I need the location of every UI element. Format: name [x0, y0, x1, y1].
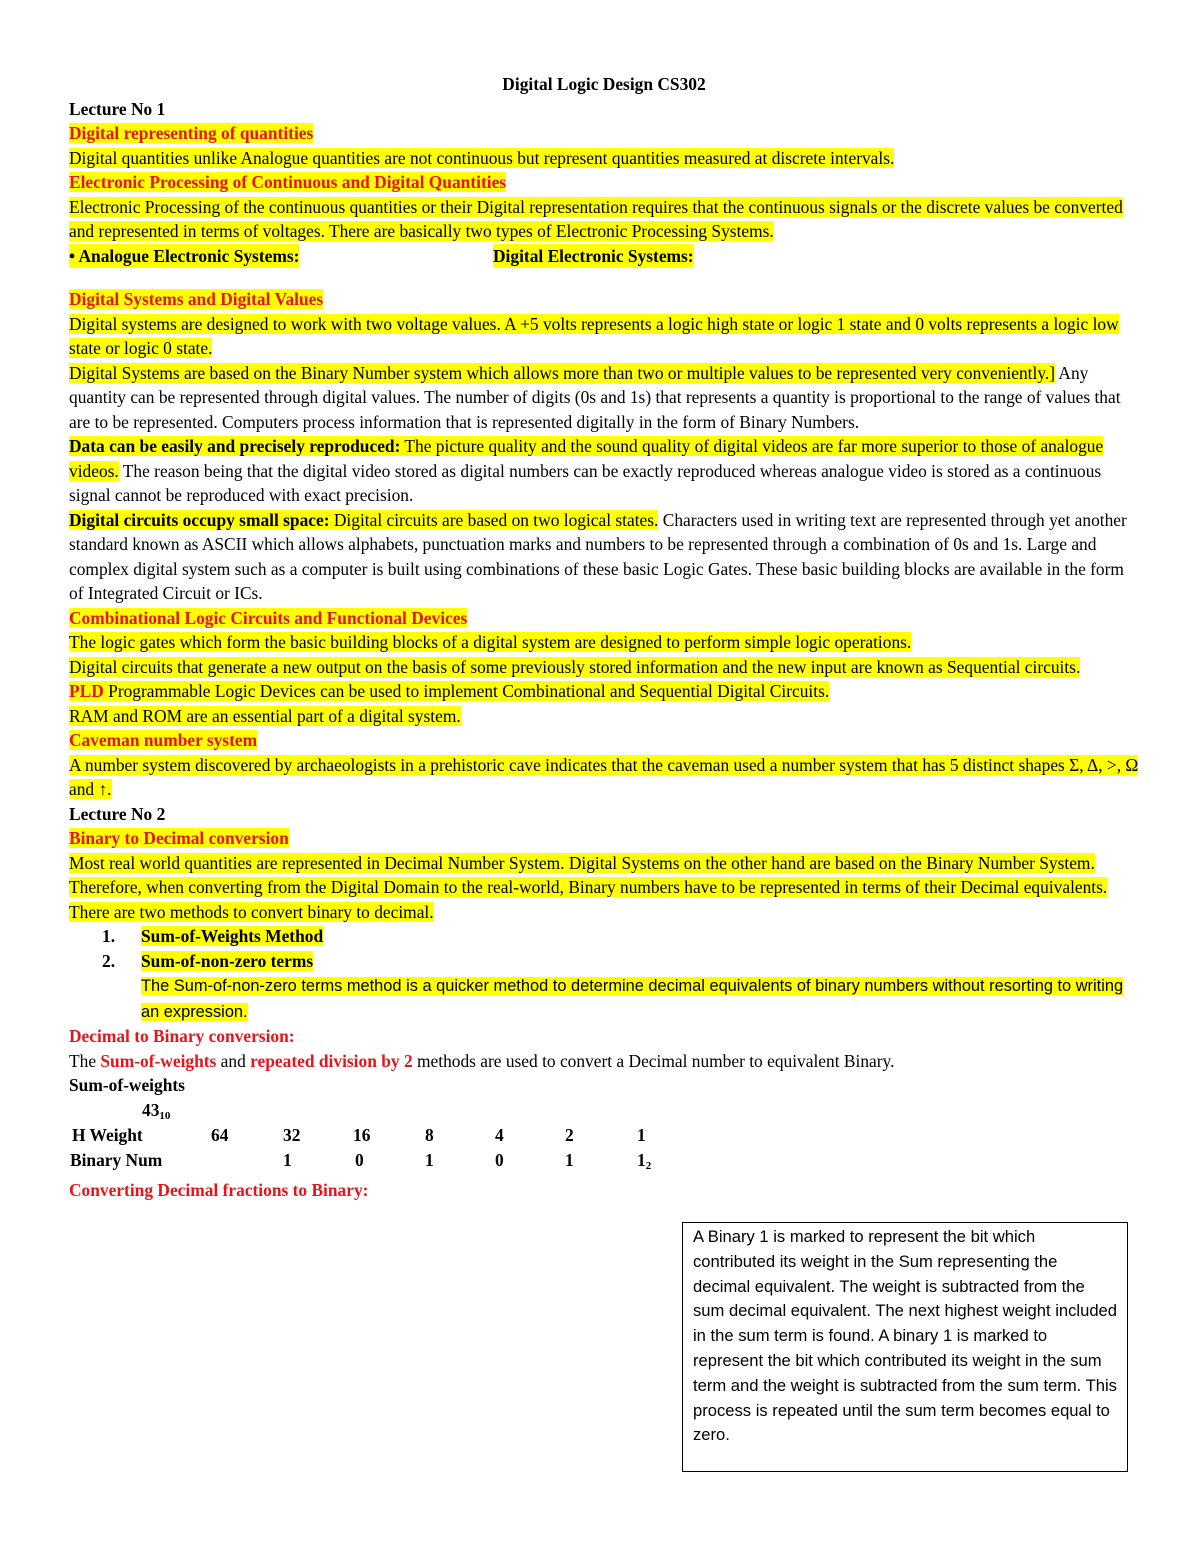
- label-small-space: Digital circuits occupy small space:: [69, 509, 330, 530]
- list-item: [69, 949, 1139, 974]
- paragraph-binary-system-highlight: Digital Systems are based on the Binary Number system which allows more than two or multiple values to be represented very conveniently.]: [69, 362, 1056, 383]
- weights-table: [69, 1098, 669, 1178]
- section-heading-decimal-to-binary: Decimal to Binary conversion:: [69, 1026, 295, 1046]
- term-sum-of-weights: Sum-of-weights: [100, 1050, 217, 1071]
- note-box: [682, 1222, 1128, 1472]
- section-heading-digital-values: Digital Systems and Digital Values: [69, 289, 324, 309]
- list-number: 2.: [102, 950, 116, 971]
- paragraph-ram-rom: RAM and ROM are an essential part of a digital system.: [69, 705, 461, 726]
- bit-cell: 1: [283, 1149, 292, 1170]
- term-repeated-division: repeated division by 2: [250, 1050, 413, 1071]
- label-reproduced: Data can be easily and precisely reproduced:: [69, 436, 401, 456]
- methods-list: [69, 924, 1139, 1024]
- bit-cell: 0: [495, 1149, 504, 1170]
- bit-cell-last: $1_2$: [637, 1149, 652, 1172]
- weight-cell: 4: [495, 1124, 504, 1145]
- paragraph-voltage-values: Digital systems are designed to work with two voltage values. A +5 volts represents a logic high state or logic 1 state and 0 volts represents a logic low state or logic 0 state.: [69, 313, 1119, 358]
- system-types-row: [69, 244, 1139, 269]
- section-heading-electronic-processing: Electronic Processing of Continuous and Digital Quantities: [69, 172, 507, 192]
- section-heading-binary-to-decimal: Binary to Decimal conversion: [69, 828, 289, 848]
- paragraph-digital-representing: Digital quantities unlike Analogue quantities are not continuous but represent quantities measured at discrete intervals.: [69, 147, 895, 168]
- method-sum-of-weights: Sum-of-Weights Method: [141, 926, 324, 946]
- weight-cell: 64: [211, 1124, 229, 1145]
- fractions-heading: Converting Decimal fractions to Binary:: [69, 1179, 369, 1200]
- paragraph-caveman: A number system discovered by archaeologists in a prehistoric cave indicates that the caveman used a number system that has 5 distinct shapes Σ, Δ, >, Ω and ↑.: [69, 754, 1139, 799]
- method-sum-of-non-zero: Sum-of-non-zero terms: [141, 950, 314, 971]
- list-item: [69, 924, 1139, 949]
- list-number: 1.: [102, 926, 116, 946]
- decimal-number: $43_{10}$: [142, 1099, 171, 1122]
- paragraph-sequential-circuits: Digital circuits that generate a new output on the basis of some previously stored information and the new input are known as Sequential circuits.: [69, 656, 1081, 677]
- paragraph-method2-description: The Sum-of-non-zero terms method is a quicker method to determine decimal equivalents of binary numbers without resorting to writing an expression.: [141, 977, 1124, 1021]
- document-title: Digital Logic Design CS302: [502, 74, 706, 94]
- digital-systems-label: Digital Electronic Systems:: [493, 244, 694, 269]
- paragraph-binary-system-rest: Any quantity can be represented through digital values. The number of digits (0s and 1s) that represents a quantity is proportional to the range of values that are to be represented. Computers process information that is represented digitally in the form of Binary Numbers.: [69, 362, 1121, 432]
- binary-label: Binary Num: [70, 1149, 163, 1170]
- paragraph-binary-to-decimal: Most real world quantities are represented in Decimal Number System. Digital Systems on the other hand are based on the Binary Number System. Therefore, when converting from the Digital Domain to the real-world, Binary numbers have to be represented in terms of their Decimal equivalents.: [69, 852, 1108, 897]
- paragraph-small-space-rest: Characters used in writing text are represented through yet another standard known as ASCII which allows alphabets, punctuation marks and numbers to be represented through a combination of 0s and 1s. Large and complex digital system such as a computer is built using combinations of these basic Logic Gates. These basic building blocks are available in the form of Integrated Circuit or ICs.: [69, 509, 1127, 603]
- section-heading-caveman: Caveman number system: [69, 730, 258, 750]
- weight-cell: 1: [637, 1124, 646, 1145]
- paragraph-decimal-to-binary: The Sum-of-weights and repeated division by 2 methods are used to convert a Decimal number to equivalent Binary.: [69, 1050, 895, 1071]
- weight-cell: 16: [353, 1124, 371, 1145]
- paragraph-methods-intro: There are two methods to convert binary to decimal.: [69, 901, 434, 922]
- lecture-2-heading: Lecture No 2: [69, 803, 166, 824]
- section-heading-combinational: Combinational Logic Circuits and Functional Devices: [69, 607, 468, 628]
- label-pld: PLD: [69, 681, 104, 701]
- bit-cell: 0: [355, 1149, 364, 1170]
- document-body: [69, 72, 1139, 1202]
- bit-cell: 1: [425, 1149, 434, 1170]
- bit-cell: 1: [565, 1149, 574, 1170]
- note-box-text: A Binary 1 is marked to represent the bit which contributed its weight in the Sum representing the decimal equivalent. The weight is subtracted from the sum decimal equivalent. The next highest weight included in the sum term is found. A binary 1 is marked to represent the bit which contributed its weight in the sum term and the weight is subtracted from the sum term. This process is repeated until the sum term becomes equal to zero.: [693, 1227, 1118, 1445]
- paragraph-logic-gates: The logic gates which form the basic building blocks of a digital system are designed to perform simple logic operations.: [69, 632, 912, 652]
- section-heading-digital-representing: Digital representing of quantities: [69, 123, 314, 143]
- weight-cell: 8: [425, 1124, 434, 1145]
- paragraph-reproduced-highlight: The picture quality and the sound quality of digital videos are far more superior to those of analogue videos.: [69, 436, 1104, 481]
- lecture-1-heading: Lecture No 1: [69, 98, 166, 119]
- paragraph-reproduced-rest: The reason being that the digital video stored as digital numbers can be exactly reproduced whereas analogue video is stored as a continuous signal cannot be reproduced with exact precision.: [69, 460, 1102, 505]
- weight-label: H Weight: [72, 1124, 143, 1145]
- paragraph-small-space-highlight: Digital circuits are based on two logical states.: [329, 509, 659, 530]
- sum-of-weights-heading: Sum-of-weights: [69, 1075, 185, 1095]
- paragraph-pld: Programmable Logic Devices can be used to implement Combinational and Sequential Digital Circuits.: [103, 681, 830, 701]
- weight-cell: 32: [283, 1124, 301, 1145]
- analogue-systems-label: • Analogue Electronic Systems:: [69, 244, 299, 269]
- paragraph-electronic-processing: Electronic Processing of the continuous quantities or their Digital representation requires that the continuous signals or the discrete values be converted and represented in terms of voltages. There are basically two types of Electronic Processing Systems.: [69, 196, 1123, 241]
- weight-cell: 2: [565, 1124, 574, 1145]
